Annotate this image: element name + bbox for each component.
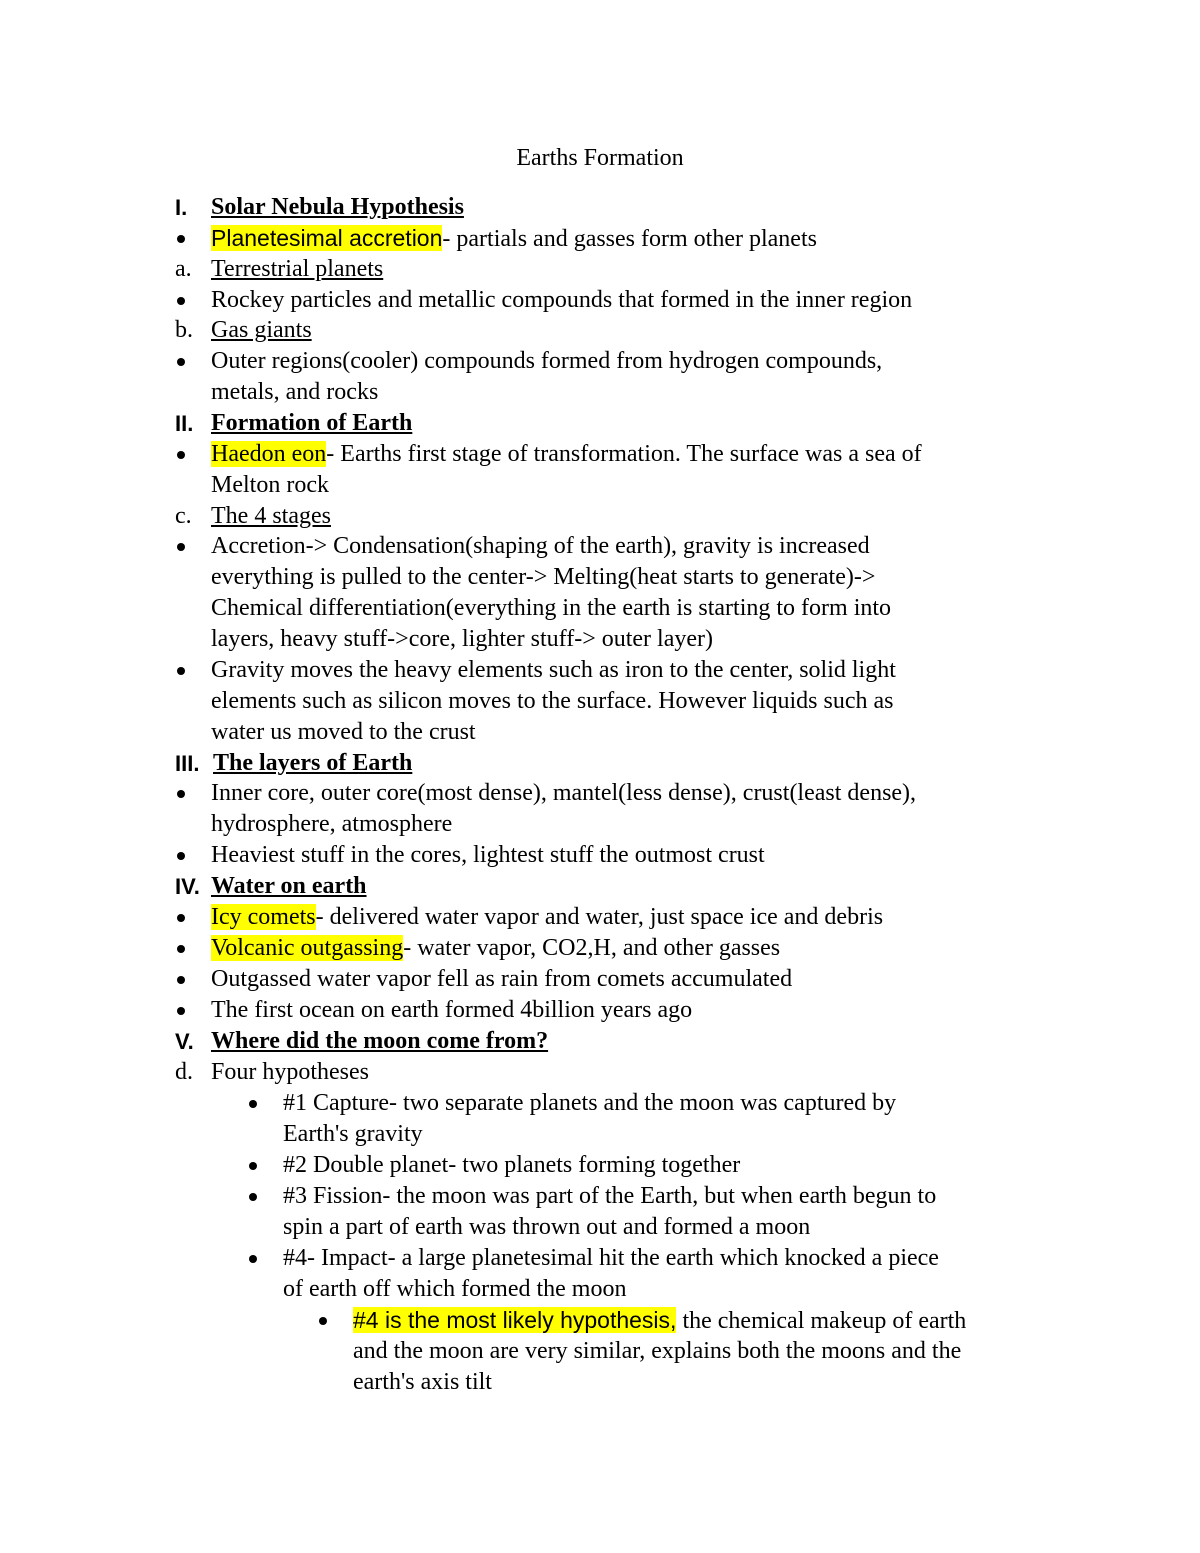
bullet-icon [177,358,185,366]
bullet-text: everything is pulled to the center-> Melting(heat starts to generate)-> [211,564,876,590]
highlighted-term: #4 is the most likely hypothesis, [353,1307,677,1333]
section-marker: II. [175,411,194,436]
highlighted-term: Volcanic outgassing [211,935,404,961]
subheading: Gas giants [211,317,312,343]
bullet-item [353,1305,966,1337]
bullet-text: - partials and gasses form other planets [442,226,817,252]
bullet-text: Gravity moves the heavy elements such as iron to the center, solid light [211,657,896,683]
highlighted-term: Icy comets [211,904,316,930]
bullet-icon [177,451,185,459]
bullet-icon [177,976,185,984]
bullet-text: Chemical differentiation(everything in the earth is starting to form into [211,595,892,621]
bullet-item [211,439,922,470]
section-heading: Water on earth [211,873,367,899]
subheading: Four hypotheses [211,1059,369,1085]
bullet-text: #1 Capture- two separate planets and the moon was captured by [283,1090,897,1116]
list-marker: a. [175,256,192,282]
section-marker: IV. [175,874,200,899]
bullet-text: - water vapor, CO2,H, and other gasses [403,935,781,961]
bullet-text: hydrosphere, atmosphere [211,811,453,837]
bullet-text: #3 Fission- the moon was part of the Earth, but when earth begun to [283,1183,937,1209]
bullet-icon [319,1317,327,1325]
highlighted-term: Planetesimal accretion [211,225,443,251]
section-heading: Solar Nebula Hypothesis [211,194,464,220]
document-title: Earths Formation [516,145,684,171]
bullet-icon [249,1255,257,1263]
section-marker: V. [175,1029,194,1054]
bullet-item [211,902,883,933]
list-marker: c. [175,503,192,529]
bullet-text: Melton rock [211,472,329,498]
list-marker: d. [175,1059,193,1085]
list-marker: b. [175,317,193,343]
bullet-text: The first ocean on earth formed 4billion years ago [211,997,693,1023]
subheading: Terrestrial planets [211,256,384,282]
bullet-icon [177,790,185,798]
bullet-icon [177,914,185,922]
bullet-item [211,933,780,964]
bullet-text: the chemical makeup of earth [676,1308,967,1334]
bullet-icon [177,543,185,551]
section-heading: Formation of Earth [211,410,413,436]
bullet-text: Rockey particles and metallic compounds that formed in the inner region [211,287,913,313]
bullet-text: layers, heavy stuff->core, lighter stuff-> outer layer) [211,626,713,652]
section-marker: III. [175,751,200,776]
section-marker: I. [175,195,188,220]
bullet-icon [177,852,185,860]
section-heading: Where did the moon come from? [211,1028,549,1054]
bullet-icon [249,1193,257,1201]
bullet-text: #2 Double planet- two planets forming together [283,1152,741,1178]
bullet-text: metals, and rocks [211,379,379,405]
bullet-icon [177,945,185,953]
bullet-icon [249,1162,257,1170]
bullet-icon [177,297,185,305]
bullet-icon [177,1007,185,1015]
bullet-text: water us moved to the crust [211,719,476,745]
bullet-text: and the moon are very similar, explains both the moons and the [353,1338,962,1364]
section-heading: The layers of Earth [213,750,413,776]
bullet-icon [177,235,185,243]
bullet-text: spin a part of earth was thrown out and formed a moon [283,1214,811,1240]
bullet-text: elements such as silicon moves to the surface. However liquids such as [211,688,894,714]
highlighted-term: Haedon eon [211,441,327,467]
subheading: The 4 stages [211,503,331,529]
bullet-text: - delivered water vapor and water, just space ice and debris [315,904,884,930]
bullet-icon [249,1100,257,1108]
bullet-text: Earth's gravity [283,1121,423,1147]
bullet-text: #4- Impact- a large planetesimal hit the earth which knocked a piece [283,1245,939,1271]
bullet-text: Outer regions(cooler) compounds formed from hydrogen compounds, [211,348,883,374]
bullet-icon [177,667,185,675]
bullet-text: Accretion-> Condensation(shaping of the earth), gravity is increased [211,533,870,559]
bullet-text: - Earths first stage of transformation. The surface was a sea of [326,441,922,467]
bullet-item [211,223,817,255]
bullet-text: Inner core, outer core(most dense), mantel(less dense), crust(least dense), [211,780,917,806]
bullet-text: Outgassed water vapor fell as rain from comets accumulated [211,966,793,992]
bullet-text: of earth off which formed the moon [283,1276,627,1302]
bullet-text: earth's axis tilt [353,1369,492,1395]
bullet-text: Heaviest stuff in the cores, lightest stuff the outmost crust [211,842,765,868]
